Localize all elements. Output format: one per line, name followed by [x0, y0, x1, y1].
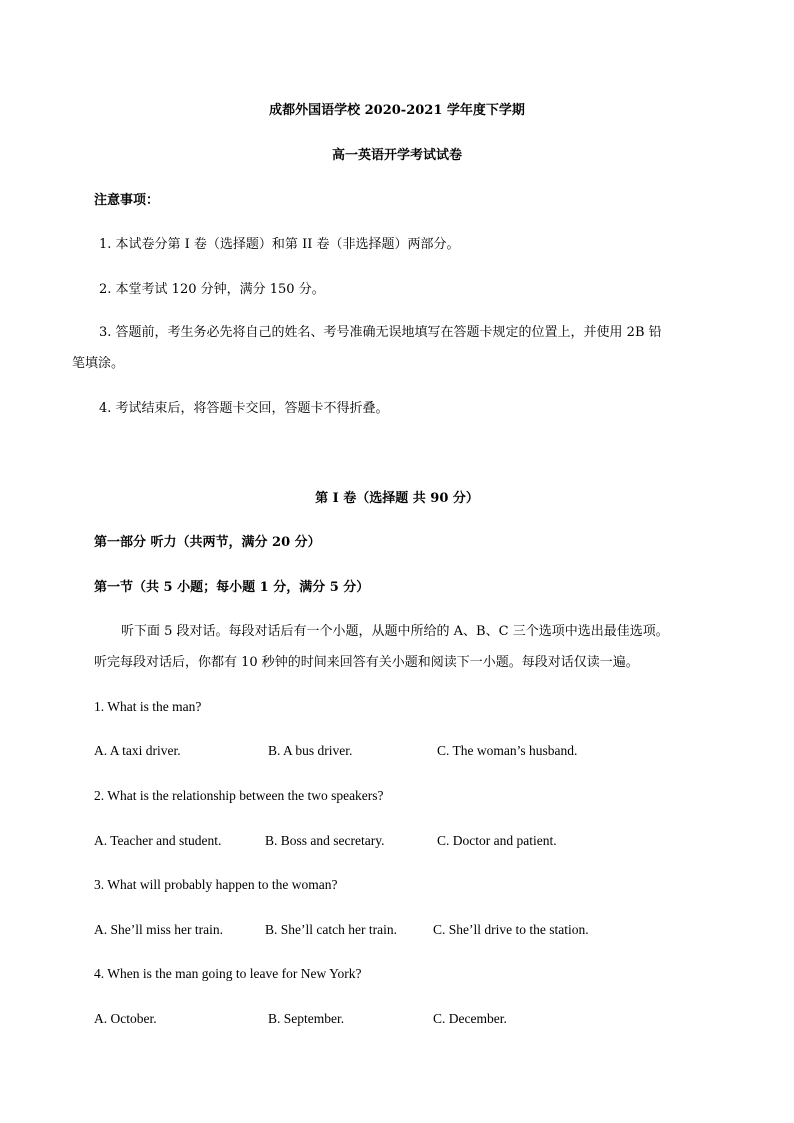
notice-heading: 注意事项： [94, 193, 160, 208]
instruction-line-2: 听完每段对话后，你都有 10 秒钟的时间来回答有关小题和阅读下一小题。每段对话仅读一遍。 [94, 655, 639, 670]
question-4-option-c: C. December. [433, 1011, 507, 1026]
question-4-option-a: A. October. [94, 1011, 157, 1026]
question-3-stem: 3. What will probably happen to the woman? [94, 877, 338, 892]
question-1-stem: 1. What is the man? [94, 699, 202, 714]
volume-1-title: 第 I 卷（选择题 共 90 分） [315, 491, 479, 506]
notice-item-3-line-1: 3. 答题前，考生务必先将自己的姓名、考号准确无误地填写在答题卡规定的位置上，并使用 2B 铅 [99, 325, 662, 340]
question-1-option-b: B. A bus driver. [268, 743, 353, 758]
question-4-option-b: B. September. [268, 1011, 345, 1026]
question-4-stem: 4. When is the man going to leave for New York? [94, 966, 362, 981]
question-2-option-a: A. Teacher and student. [94, 833, 222, 848]
school-term-title: 成都外国语学校 2020-2021 学年度下学期 [269, 103, 525, 118]
part-1-heading: 第一部分 听力（共两节，满分 20 分） [94, 535, 321, 550]
question-2-option-c: C. Doctor and patient. [437, 833, 557, 848]
question-2-option-b: B. Boss and secretary. [265, 833, 385, 848]
section-1-heading: 第一节（共 5 小题；每小题 1 分，满分 5 分） [94, 580, 370, 595]
exam-title: 高一英语开学考试试卷 [331, 148, 462, 163]
question-1-option-a: A. A taxi driver. [94, 743, 181, 758]
notice-item-1: 1. 本试卷分第 I 卷（选择题）和第 II 卷（非选择题）两部分。 [99, 237, 460, 252]
question-3-option-b: B. She’ll catch her train. [265, 922, 397, 937]
question-1-option-c: C. The woman’s husband. [437, 743, 578, 758]
instruction-line-1: 听下面 5 段对话。每段对话后有一个小题，从题中所给的 A、B、C 三个选项中选出最佳选项。 [121, 624, 669, 639]
question-2-stem: 2. What is the relationship between the two speakers? [94, 788, 384, 803]
notice-item-4: 4. 考试结束后，将答题卡交回，答题卡不得折叠。 [99, 401, 389, 416]
notice-item-2: 2. 本堂考试 120 分钟，满分 150 分。 [99, 282, 325, 297]
notice-item-3-line-2: 笔填涂。 [72, 356, 125, 371]
question-3-option-c: C. She’ll drive to the station. [433, 922, 589, 937]
question-3-option-a: A. She’ll miss her train. [94, 922, 223, 937]
